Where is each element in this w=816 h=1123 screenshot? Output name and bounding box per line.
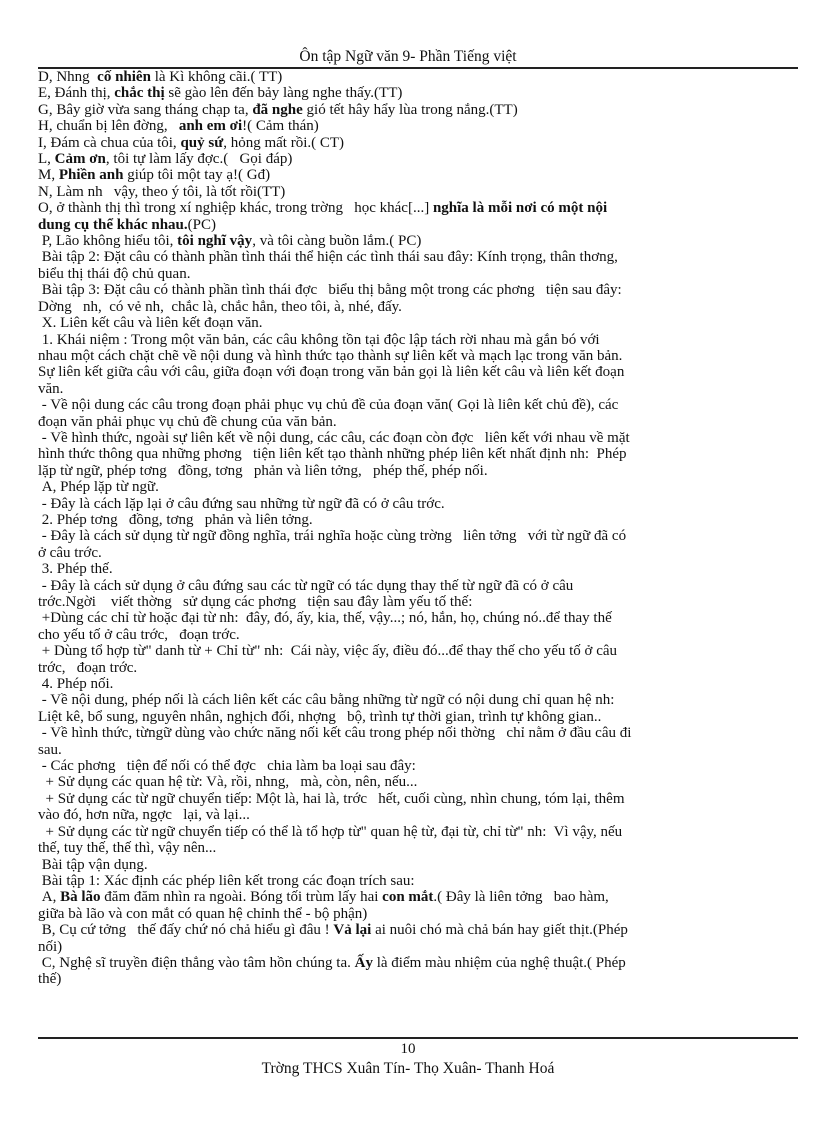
text-segment: đoạn văn phải phục vụ chủ đề chung của văn bản. xyxy=(38,413,337,430)
text-line xyxy=(38,463,790,479)
bold-text-segment: dung cụ thể khác nhau. xyxy=(38,216,188,233)
text-segment: ai nuôi chó mà chả bán hay giết thịt.(Phép xyxy=(371,922,628,939)
text-segment: + Sử dụng các từ ngữ chuyển tiếp: Một là, hai là, trớc hết, cuối cùng, nhìn chung, tóm lại, thêm xyxy=(38,790,625,807)
text-segment: biểu thị thái độ chủ quan. xyxy=(38,265,191,282)
text-line xyxy=(38,840,790,856)
text-line xyxy=(38,725,790,741)
text-segment: I, Đám cà chua của tôi, xyxy=(38,134,181,151)
text-line xyxy=(38,594,790,610)
text-line xyxy=(38,676,790,692)
text-segment: B, Cụ cứ tởng thế đấy chứ nó chả hiểu gì đâu ! xyxy=(38,922,334,939)
text-line xyxy=(38,889,790,905)
text-segment: P, Lão không hiểu tôi, xyxy=(38,233,178,250)
bold-text-segment: tôi nghĩ vậy xyxy=(177,233,253,250)
text-segment: +Dùng các chỉ từ hoặc đại từ nh: đây, đó, ấy, kia, thế, vậy...; nó, hắn, họ, chúng nó..để thay thế xyxy=(38,610,612,627)
text-line xyxy=(38,414,790,430)
bold-text-segment: quỷ sứ xyxy=(180,134,224,151)
text-segment: 3. Phép thế. xyxy=(38,561,113,578)
text-segment: trớc, đoạn trớc. xyxy=(38,659,138,676)
text-line xyxy=(38,709,790,725)
page-header: Ôn tập Ngữ văn 9- Phần Tiếng việt xyxy=(299,48,517,65)
text-segment: Liệt kê, bổ sung, nguyên nhân, nghịch đối, nhợng bộ, trình tự thời gian, trình tự không gian.. xyxy=(38,708,602,725)
text-segment: - Về nội dung các câu trong đoạn phải phục vụ chủ đề của đoạn văn( Gọi là liên kết chủ đề), các xyxy=(38,397,619,414)
text-line xyxy=(38,791,790,807)
bold-text-segment: anh em ơi xyxy=(178,118,243,135)
text-line xyxy=(38,561,790,577)
text-segment: Dờng nh, có vẻ nh, chắc là, chắc hẳn, theo tôi, à, nhé, đấy. xyxy=(38,298,402,315)
text-line xyxy=(38,151,790,167)
text-line xyxy=(38,85,790,101)
text-line xyxy=(38,512,790,528)
text-line xyxy=(38,610,790,626)
text-segment: trớc.Ngời viết thờng sử dụng các phơng tiện sau đây làm yếu tố thế: xyxy=(38,594,473,610)
text-segment: , hỏng mất rồi.( CT) xyxy=(223,134,345,151)
text-line xyxy=(38,692,790,708)
text-segment: gió tết hây hẩy lùa trong nắng.(TT) xyxy=(302,101,518,118)
text-segment: sau. xyxy=(38,741,62,758)
text-line xyxy=(38,955,790,971)
text-line xyxy=(38,742,790,758)
text-line xyxy=(38,217,790,233)
text-line xyxy=(38,299,790,315)
text-segment: - Đây là cách lặp lại ở câu đứng sau những từ ngữ đã có ở câu trớc. xyxy=(38,495,445,512)
text-segment: G, Bây giờ vừa sang tháng chạp ta, xyxy=(38,101,253,118)
text-line xyxy=(38,627,790,643)
text-line xyxy=(38,479,790,495)
text-segment: 1. Khái niệm : Trong một văn bản, các câu không tồn tại độc lập tách rời nhau mà gắn bó với xyxy=(38,331,600,348)
text-line xyxy=(38,266,790,282)
text-segment: Sự liên kết giữa câu với câu, giữa đoạn với đoạn trong văn bản gọi là liên kết câu và liên kết đoạn xyxy=(38,364,625,381)
text-segment: .( Đây là liên tởng bao hàm, xyxy=(433,889,609,906)
text-segment: - Đây là cách sử dụng ở câu đứng sau các từ ngữ có tác dụng thay thế từ ngữ đã có ở câu xyxy=(38,577,574,594)
text-segment: N, Làm nh vậy, theo ý tôi, là tốt rồi(TT) xyxy=(38,183,286,200)
text-segment: + Sử dụng các quan hệ từ: Và, rồi, nhng, mà, còn, nên, nếu... xyxy=(38,774,418,791)
text-segment: , và tôi càng buồn lắm.( PC) xyxy=(252,233,422,250)
text-segment: H, chuẩn bị lên đờng, xyxy=(38,118,179,135)
text-segment: !( Cảm thán) xyxy=(242,118,319,135)
text-line xyxy=(38,971,790,987)
text-line xyxy=(38,118,790,134)
text-segment: Bài tập 3: Đặt câu có thành phần tình thái đợc biểu thị bằng một trong các phơng tiện sau đây: xyxy=(38,282,622,299)
text-segment: Bài tập 2: Đặt câu có thành phần tình thái thể hiện các tình thái sau đây: Kính trọng, thân thơng, xyxy=(38,249,618,266)
text-segment: A, Phép lặp từ ngữ. xyxy=(38,479,159,496)
bold-text-segment: Vả lại xyxy=(333,922,372,939)
text-line xyxy=(38,69,790,85)
text-segment: là điểm màu nhiệm của nghệ thuật.( Phép xyxy=(372,954,626,971)
text-line xyxy=(38,348,790,364)
text-line xyxy=(38,167,790,183)
text-line xyxy=(38,200,790,216)
text-line xyxy=(38,233,790,249)
text-segment: , tôi tự làm lấy đợc.( Gọi đáp) xyxy=(105,151,293,168)
text-segment: + Dùng tổ hợp từ" danh từ + Chỉ từ" nh: Cái này, việc ấy, điều đó...để thay thế cho yếu tố ở câu xyxy=(38,643,618,660)
text-segment: thế, tuy thế, thế thì, vậy nên... xyxy=(38,840,217,857)
text-segment: - Về nội dung, phép nối là cách liên kết các câu bằng những từ ngữ có nội dung chỉ quan hệ nh: xyxy=(38,692,615,709)
text-segment: X. Liên kết câu và liên kết đoạn văn. xyxy=(38,315,263,332)
text-segment: nhau một cách chặt chẽ về nội dung và hình thức tạo thành sự liên kết và mạch lạc trong văn bản. xyxy=(38,347,623,364)
text-segment: D, Nhng xyxy=(38,69,98,85)
text-segment: Bài tập 1: Xác định các phép liên kết trong các đoạn trích sau: xyxy=(38,872,415,889)
text-segment: là Kì không cãi.( TT) xyxy=(150,69,283,85)
text-line xyxy=(38,381,790,397)
bold-text-segment: cố nhiên xyxy=(97,69,151,85)
text-segment: ở câu trớc. xyxy=(38,544,102,561)
text-line xyxy=(38,528,790,544)
text-segment: A, xyxy=(38,889,61,906)
page-footer: Trờng THCS Xuân Tín- Thọ Xuân- Thanh Hoá xyxy=(261,1060,555,1077)
text-segment: E, Đánh thị, xyxy=(38,85,115,102)
bold-text-segment: Cảm ơn xyxy=(54,151,106,168)
bold-text-segment: Ấy xyxy=(354,954,373,971)
text-segment: Bài tập vận dụng. xyxy=(38,856,148,873)
text-segment: - Về hình thức, từngữ dùng vào chức năng nối kết câu trong phép nối thờng chỉ nằm ở đầu câu đi xyxy=(38,725,632,742)
text-line xyxy=(38,807,790,823)
text-line xyxy=(38,758,790,774)
text-line xyxy=(38,578,790,594)
text-segment: hình thức thông qua những phơng tiện liên kết tạo thành những phép liên kết nhất định nh: Phép xyxy=(38,446,627,463)
text-line xyxy=(38,873,790,889)
bold-text-segment: Bà lão xyxy=(60,889,101,906)
text-segment: thế) xyxy=(38,971,62,988)
text-line xyxy=(38,545,790,561)
text-line xyxy=(38,249,790,265)
text-line xyxy=(38,397,790,413)
text-segment: cho yếu tố ở câu trớc, đoạn trớc. xyxy=(38,626,240,643)
text-line xyxy=(38,496,790,512)
text-segment: giữa bà lão và con mắt có quan hệ chỉnh thể - bộ phận) xyxy=(38,905,368,922)
text-line xyxy=(38,643,790,659)
bold-text-segment: đã nghe xyxy=(252,101,303,118)
text-segment: + Sử dụng các từ ngữ chuyển tiếp có thể là tổ hợp từ" quan hệ từ, đại từ, chỉ từ" nh: Vì vậy, nếu xyxy=(38,823,623,840)
text-segment: sẽ gào lên đến bảy làng nghe thấy.(TT) xyxy=(164,85,403,102)
text-line xyxy=(38,660,790,676)
page-number: 10 xyxy=(400,1041,416,1057)
text-line xyxy=(38,135,790,151)
text-line xyxy=(38,922,790,938)
text-segment: văn. xyxy=(38,380,64,397)
text-line xyxy=(38,906,790,922)
text-segment: lặp từ ngữ, phép tơng đồng, tơng phản và liên tởng, phép thế, phép nối. xyxy=(38,462,488,479)
text-line xyxy=(38,315,790,331)
text-line xyxy=(38,774,790,790)
text-segment: (PC) xyxy=(187,216,216,233)
text-segment: M, xyxy=(38,167,59,184)
bold-text-segment: con mắt xyxy=(382,889,434,906)
text-line xyxy=(38,364,790,380)
text-line xyxy=(38,857,790,873)
text-segment: - Các phơng tiện để nối có thể đợc chia làm ba loại sau đây: xyxy=(38,758,416,775)
bold-text-segment: nghĩa là mỗi nơi có một nội xyxy=(432,200,608,217)
document-body xyxy=(38,69,790,988)
text-segment: nối) xyxy=(38,938,63,955)
text-segment: đăm đăm nhìn ra ngoài. Bóng tối trùm lấy hai xyxy=(100,889,383,906)
bold-text-segment: chắc thị xyxy=(114,85,165,102)
text-segment: - Về hình thức, ngoài sự liên kết về nội dung, các câu, các đoạn còn đợc liên kết với nhau về mặt xyxy=(38,429,630,446)
text-segment: giúp tôi một tay ạ!( Gđ) xyxy=(123,167,271,184)
bold-text-segment: Phiền anh xyxy=(58,167,124,184)
text-segment: L, xyxy=(38,151,55,168)
text-segment: O, ở thành thị thì trong xí nghiệp khác, trong trờng học khác[...] xyxy=(38,200,433,217)
text-segment: - Đây là cách sử dụng từ ngữ đồng nghĩa, trái nghĩa hoặc cùng trờng liên tởng với từ ngữ đã có xyxy=(38,528,627,545)
text-line xyxy=(38,102,790,118)
text-line xyxy=(38,184,790,200)
text-line xyxy=(38,824,790,840)
footer-rule xyxy=(38,1037,798,1039)
text-line xyxy=(38,446,790,462)
text-segment: C, Nghệ sĩ truyền điện thẳng vào tâm hồn chúng ta. xyxy=(38,954,355,971)
text-segment: 4. Phép nối. xyxy=(38,676,114,693)
text-segment: 2. Phép tơng đồng, tơng phản và liên tởng. xyxy=(38,511,313,528)
text-line xyxy=(38,332,790,348)
text-line xyxy=(38,939,790,955)
text-line xyxy=(38,430,790,446)
text-line xyxy=(38,282,790,298)
text-segment: vào đó, hơn nữa, ngợc lại, và lại... xyxy=(38,807,250,824)
